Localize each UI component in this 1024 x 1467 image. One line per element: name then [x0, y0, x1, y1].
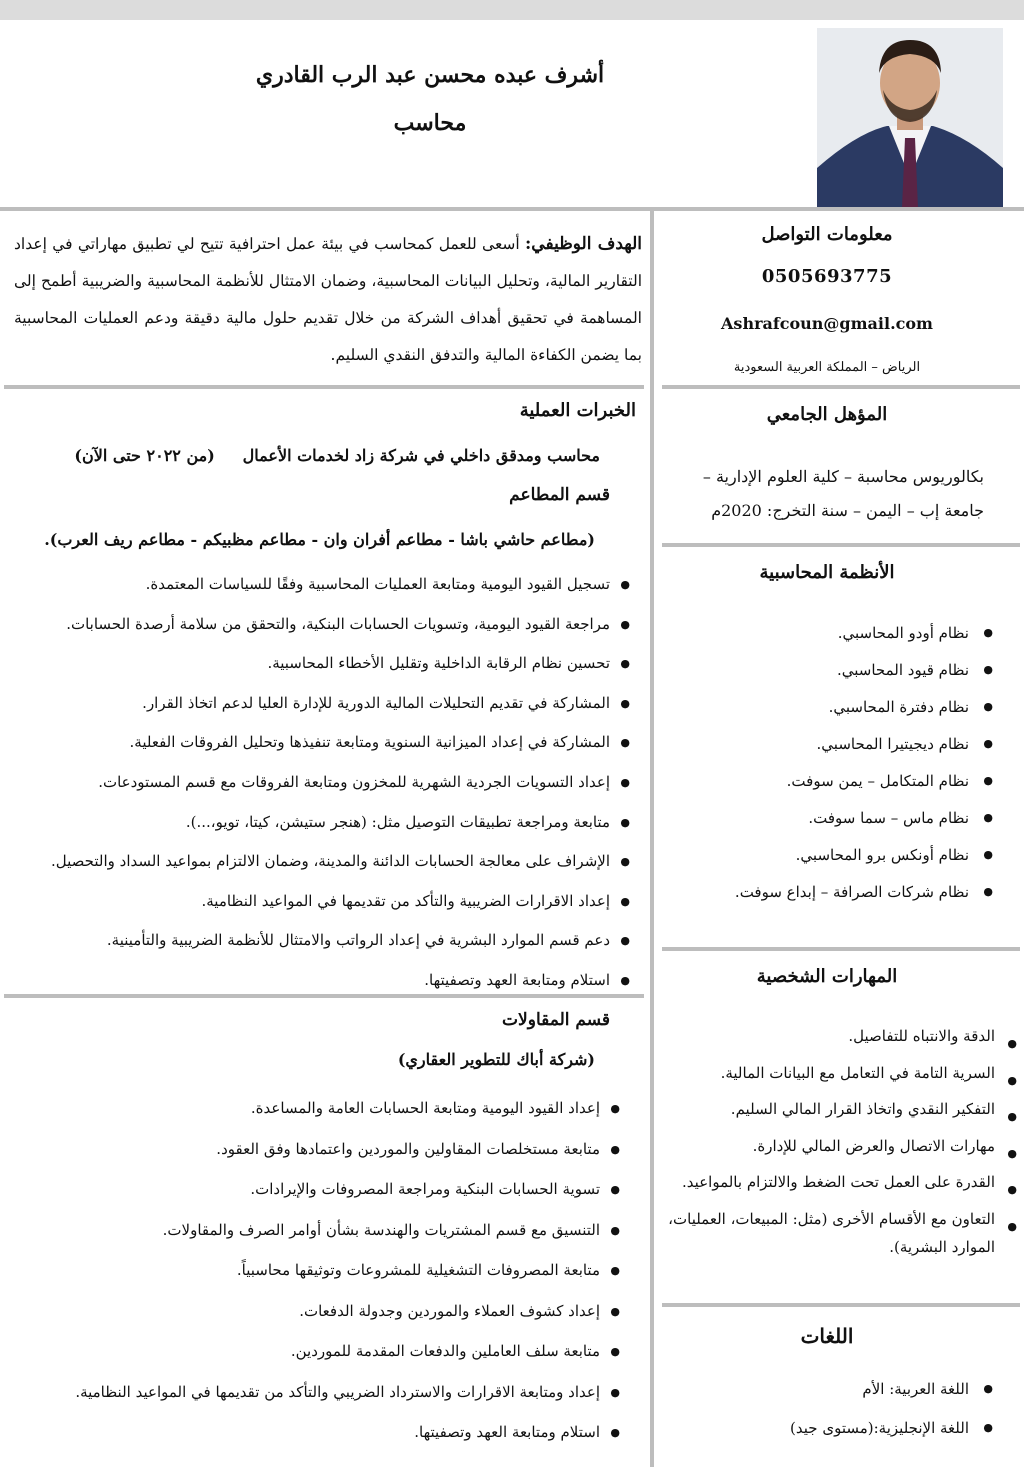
list-item: ● مراجعة القيود اليومية، وتسويات الحسابات البنكية، والتحقق من سلامة أرصدة الحسابات.	[14, 610, 636, 650]
list-item: ● متابعة المصروفات التشغيلية للمشروعات وتوثيقها محاسبياً.	[14, 1256, 626, 1297]
systems-title: الأنظمة المحاسبية	[759, 562, 895, 583]
contact-phone: 0505693775	[761, 266, 893, 287]
column-divider	[650, 207, 654, 1467]
experience-position: محاسب ومدقق داخلي في شركة زاد لخدمات الأعمال	[242, 446, 600, 465]
list-item: ● السرية التامة في التعامل مع البيانات المالية.	[662, 1059, 1017, 1087]
objective	[14, 226, 642, 374]
candidate-name: أشرف عبده محسن عبد الرب القادري	[255, 62, 605, 88]
contact-title: معلومات التواصل	[761, 224, 893, 245]
list-item: ● إعداد الاقرارات الضريبية والتأكد من تقديمها في المواعيد النظامية.	[14, 887, 636, 927]
contact-location: الرياض – المملكة العربية السعودية	[733, 360, 921, 375]
list-item: ● نظام ماس – سما سوفت.	[690, 803, 995, 840]
systems-list	[690, 618, 995, 914]
restaurants-duties-list	[14, 570, 636, 1006]
experience-position-line	[20, 446, 600, 465]
restaurants-subtitle: (مطاعم حاشي باشا - مطاعم أفران وان - مطاعم مظبيكم - مطاعم ريف العرب).	[44, 530, 595, 549]
list-item: ● القدرة على العمل تحت الضغط والالتزام بالمواعيد.	[662, 1168, 1017, 1196]
list-item: ● المشاركة في تقديم التحليلات المالية الدورية للإدارة العليا لدعم اتخاذ القرار.	[14, 689, 636, 729]
education-title: المؤهل الجامعي	[766, 404, 888, 425]
list-item: ● تسجيل القيود اليومية ومتابعة العمليات المحاسبية وفقًا للسياسات المعتمدة.	[14, 570, 636, 610]
list-item: ● المشاركة في إعداد الميزانية السنوية ومتابعة تنفيذها وتحليل الفروقات الفعلية.	[14, 728, 636, 768]
contracting-duties-list	[14, 1094, 626, 1459]
restaurants-title: قسم المطاعم	[509, 485, 610, 505]
list-item: ● دعم قسم الموارد البشرية في إعداد الرواتب والامتثال للأنظمة الضريبية والتأمينية.	[14, 926, 636, 966]
list-item: ● تحسين نظام الرقابة الداخلية وتقليل الأخطاء المحاسبية.	[14, 649, 636, 689]
list-item: ● مهارات الاتصال والعرض المالي للإدارة.	[662, 1132, 1017, 1160]
list-item: ● التعاون مع الأقسام الأخرى (مثل: المبيعات، العمليات، الموارد البشرية).	[662, 1205, 1017, 1261]
list-item: ● متابعة مستخلصات المقاولين والموردين واعتمادها وفق العقود.	[14, 1135, 626, 1176]
list-item: ● نظام دفترة المحاسبي.	[690, 692, 995, 729]
list-item: ● إعداد التسويات الجردية الشهرية للمخزون ومتابعة الفروقات مع قسم المستودعات.	[14, 768, 636, 808]
list-item: ● نظام قيود المحاسبي.	[690, 655, 995, 692]
languages-list	[690, 1374, 995, 1452]
list-item: ● اللغة العربية: الأم	[690, 1374, 995, 1413]
list-item: ● متابعة ومراجعة تطبيقات التوصيل مثل: (هنجر ستيشن، كيتا، تويو،...).	[14, 808, 636, 848]
skills-divider	[662, 1303, 1020, 1307]
education-line-1: بكالوريوس محاسبة – كلية العلوم الإدارية –	[702, 467, 984, 486]
education-line-2: جامعة إب – اليمن – سنة التخرج: 2020م	[711, 501, 984, 520]
contact-divider	[662, 385, 1020, 389]
list-item: ● نظام ديجيتيرا المحاسبي.	[690, 729, 995, 766]
top-bar	[0, 0, 1024, 20]
objective-label: الهدف الوظيفي:	[525, 234, 642, 254]
experience-period: (من ٢٠٢٢ حتى الآن)	[74, 446, 215, 465]
profile-photo	[817, 28, 1003, 208]
list-item: ● نظام أونكس برو المحاسبي.	[690, 840, 995, 877]
skills-list	[662, 1022, 1017, 1269]
objective-text: أسعى للعمل كمحاسب في بيئة عمل احترافية تتيح لي تطبيق مهاراتي في إعداد التقارير المالية، وتحليل البيانات المحاسبية، وضمان الامتثال للأنظمة المحاسبية والضريبية أطمح إلى المساهمة في تحقيق أهداف الشركة من خلال تقديم حلول مالية دقيقة ودعم العمليات المحاسبية بما يضمن الكفاءة المالية والتدفق النقدي السليم.	[14, 235, 642, 364]
list-item: ● التفكير النقدي واتخاذ القرار المالي السليم.	[662, 1095, 1017, 1123]
experience-title: الخبرات العملية	[519, 400, 636, 421]
list-item: ● إعداد القيود اليومية ومتابعة الحسابات العامة والمساعدة.	[14, 1094, 626, 1135]
list-item: ● الإشراف على معالجة الحسابات الدائنة والمدينة، وضمان الالتزام بمواعيد السداد والتحصيل.	[14, 847, 636, 887]
education-degree	[664, 460, 984, 528]
contact-email: Ashrafcoun@gmail.com	[721, 314, 933, 333]
list-item: ● استلام ومتابعة العهد وتصفيتها.	[14, 1418, 626, 1459]
list-item: ● الدقة والانتباه للتفاصيل.	[662, 1022, 1017, 1050]
languages-title: اللغات	[800, 1324, 854, 1348]
contracting-title: قسم المقاولات	[502, 1010, 610, 1030]
list-item: ● نظام أودو المحاسبي.	[690, 618, 995, 655]
list-item: ● اللغة الإنجليزية:(مستوى جيد)	[690, 1413, 995, 1452]
list-item: ● إعداد كشوف العملاء والموردين وجدولة الدفعات.	[14, 1297, 626, 1338]
list-item: ● التنسيق مع قسم المشتريات والهندسة بشأن أوامر الصرف والمقاولات.	[14, 1216, 626, 1257]
list-item: ● نظام شركات الصرافة – إبداع سوفت.	[690, 877, 995, 914]
skills-title: المهارات الشخصية	[756, 966, 898, 987]
list-item: ● تسوية الحسابات البنكية ومراجعة المصروفات والإيرادات.	[14, 1175, 626, 1216]
systems-divider	[662, 947, 1020, 951]
list-item: ● استلام ومتابعة العهد وتصفيتها.	[14, 966, 636, 1006]
objective-divider	[4, 385, 644, 389]
list-item: ● نظام المتكامل – يمن سوفت.	[690, 766, 995, 803]
contracting-subtitle: (شركة أباك للتطوير العقاري)	[397, 1050, 595, 1069]
job-title: محاسب	[393, 110, 467, 136]
list-item: ● متابعة سلف العاملين والدفعات المقدمة للموردين.	[14, 1337, 626, 1378]
list-item: ● إعداد ومتابعة الاقرارات والاسترداد الضريبي والتأكد من تقديمها في المواعيد النظامية.	[14, 1378, 626, 1419]
header-divider	[0, 207, 1024, 211]
education-divider	[662, 543, 1020, 547]
